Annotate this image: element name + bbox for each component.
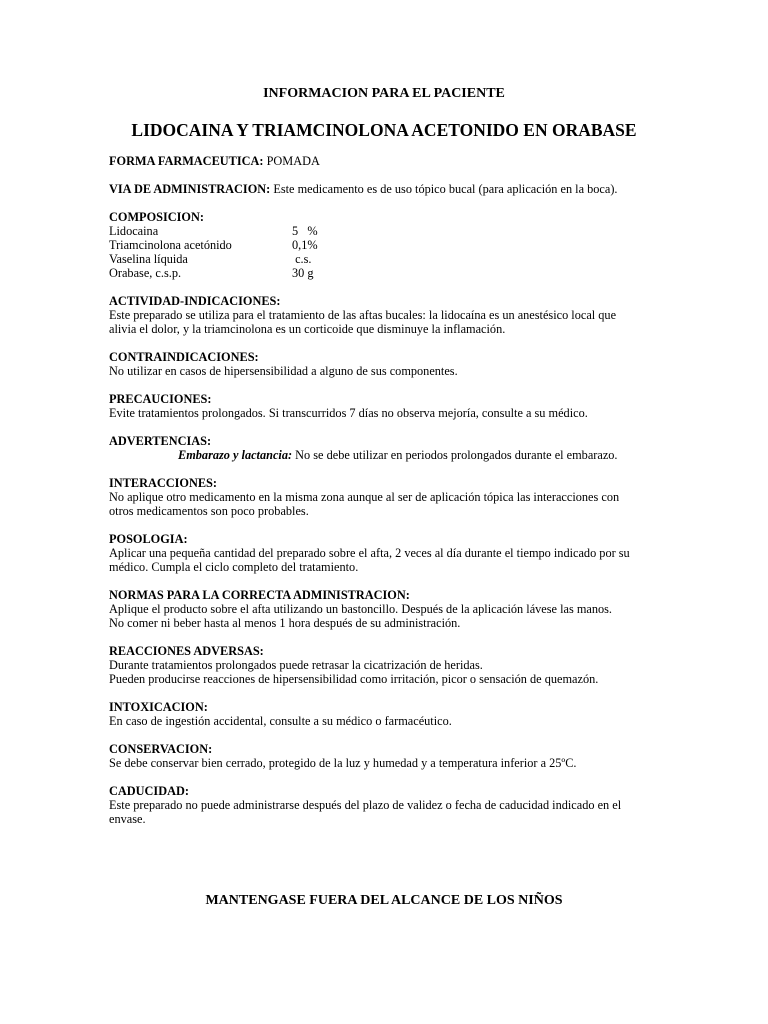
contraindicaciones-section <box>109 350 669 378</box>
composition-value: 0,1% <box>292 238 318 252</box>
contraindicaciones-heading: CONTRAINDICACIONES: <box>109 350 259 364</box>
composition-row <box>109 224 669 238</box>
contraindicaciones-text: No utilizar en casos de hipersensibilidad a alguno de sus componentes. <box>109 364 458 378</box>
precauciones-section <box>109 392 669 420</box>
advertencias-line <box>109 448 669 462</box>
posologia-section <box>109 532 669 574</box>
composition-value: 30 g <box>292 266 314 280</box>
composition-row <box>109 266 669 280</box>
actividad-text: Este preparado se utiliza para el tratamiento de las aftas bucales: la lidocaína es un anestésico local que <box>109 308 617 322</box>
forma-value: POMADA <box>263 154 320 168</box>
reacciones-text: Durante tratamientos prolongados puede retrasar la cicatrización de heridas. <box>109 658 483 672</box>
main-title: LIDOCAINA Y TRIAMCINOLONA ACETONIDO EN ORABASE <box>131 120 637 140</box>
advertencias-section <box>109 434 669 462</box>
caducidad-text: Este preparado no puede administrarse después del plazo de validez o fecha de caducidad indicado en el <box>109 798 622 812</box>
precauciones-heading: PRECAUCIONES: <box>109 392 212 406</box>
normas-text: Aplique el producto sobre el afta utilizando un bastoncillo. Después de la aplicación lávese las manos. <box>109 602 612 616</box>
normas-text: No comer ni beber hasta al menos 1 hora después de su administración. <box>109 616 461 630</box>
intoxicacion-heading: INTOXICACION: <box>109 700 208 714</box>
footer-warning: MANTENGASE FUERA DEL ALCANCE DE LOS NIÑOS <box>205 893 563 908</box>
reacciones-section <box>109 644 669 686</box>
composition-name: Triamcinolona acetónido <box>109 238 232 252</box>
header-title: INFORMACION PARA EL PACIENTE <box>263 86 505 101</box>
actividad-text: alivia el dolor, y la triamcinolona es un corticoide que disminuye la inflamación. <box>109 322 506 336</box>
advertencias-heading: ADVERTENCIAS: <box>109 434 212 448</box>
composition-value: c.s. <box>292 252 312 266</box>
caducidad-heading: CADUCIDAD: <box>109 784 189 798</box>
advertencias-text: No se debe utilizar en periodos prolongados durante el embarazo. <box>292 448 618 462</box>
posologia-text: Aplicar una pequeña cantidad del preparado sobre el afta, 2 veces al día durante el tiempo indicado por su <box>109 546 630 560</box>
composicion-section <box>109 210 669 280</box>
normas-heading: NORMAS PARA LA CORRECTA ADMINISTRACION: <box>109 588 410 602</box>
interacciones-heading: INTERACCIONES: <box>109 476 217 490</box>
conservacion-text: Se debe conservar bien cerrado, protegido de la luz y humedad y a temperatura inferior a 25ºC. <box>109 756 577 770</box>
composition-name: Vaselina líquida <box>109 252 188 266</box>
via-section <box>109 182 669 196</box>
actividad-section <box>109 294 669 336</box>
interacciones-text: No aplique otro medicamento en la misma zona aunque al ser de aplicación tópica las interacciones con <box>109 490 620 504</box>
document-body <box>109 154 669 840</box>
advertencias-label: Embarazo y lactancia: <box>178 448 293 462</box>
reacciones-heading: REACCIONES ADVERSAS: <box>109 644 264 658</box>
conservacion-section <box>109 742 669 770</box>
via-value: Este medicamento es de uso tópico bucal (para aplicación en la boca). <box>270 182 618 196</box>
reacciones-text: Pueden producirse reacciones de hipersensibilidad como irritación, picor o sensación de quemazón. <box>109 672 599 686</box>
composicion-heading: COMPOSICION: <box>109 210 204 224</box>
normas-section <box>109 588 669 630</box>
posologia-heading: POSOLOGIA: <box>109 532 188 546</box>
interacciones-text: otros medicamentos son poco probables. <box>109 504 309 518</box>
via-label: VIA DE ADMINISTRACION: <box>109 182 271 196</box>
composition-name: Orabase, c.s.p. <box>109 266 182 280</box>
intoxicacion-section <box>109 700 669 728</box>
posologia-text: médico. Cumpla el ciclo completo del tratamiento. <box>109 560 359 574</box>
interacciones-section <box>109 476 669 518</box>
conservacion-heading: CONSERVACION: <box>109 742 213 756</box>
actividad-heading: ACTIVIDAD-INDICACIONES: <box>109 294 281 308</box>
composition-name: Lidocaina <box>109 224 159 238</box>
intoxicacion-text: En caso de ingestión accidental, consulte a su médico o farmacéutico. <box>109 714 452 728</box>
caducidad-section <box>109 784 669 826</box>
precauciones-text: Evite tratamientos prolongados. Si transcurridos 7 días no observa mejoría, consulte a su médico. <box>109 406 588 420</box>
caducidad-text: envase. <box>109 812 146 826</box>
composition-value: 5 % <box>292 224 318 238</box>
composition-row <box>109 238 669 252</box>
forma-section <box>109 154 669 168</box>
composition-row <box>109 252 669 266</box>
forma-label: FORMA FARMACEUTICA: <box>109 154 264 168</box>
